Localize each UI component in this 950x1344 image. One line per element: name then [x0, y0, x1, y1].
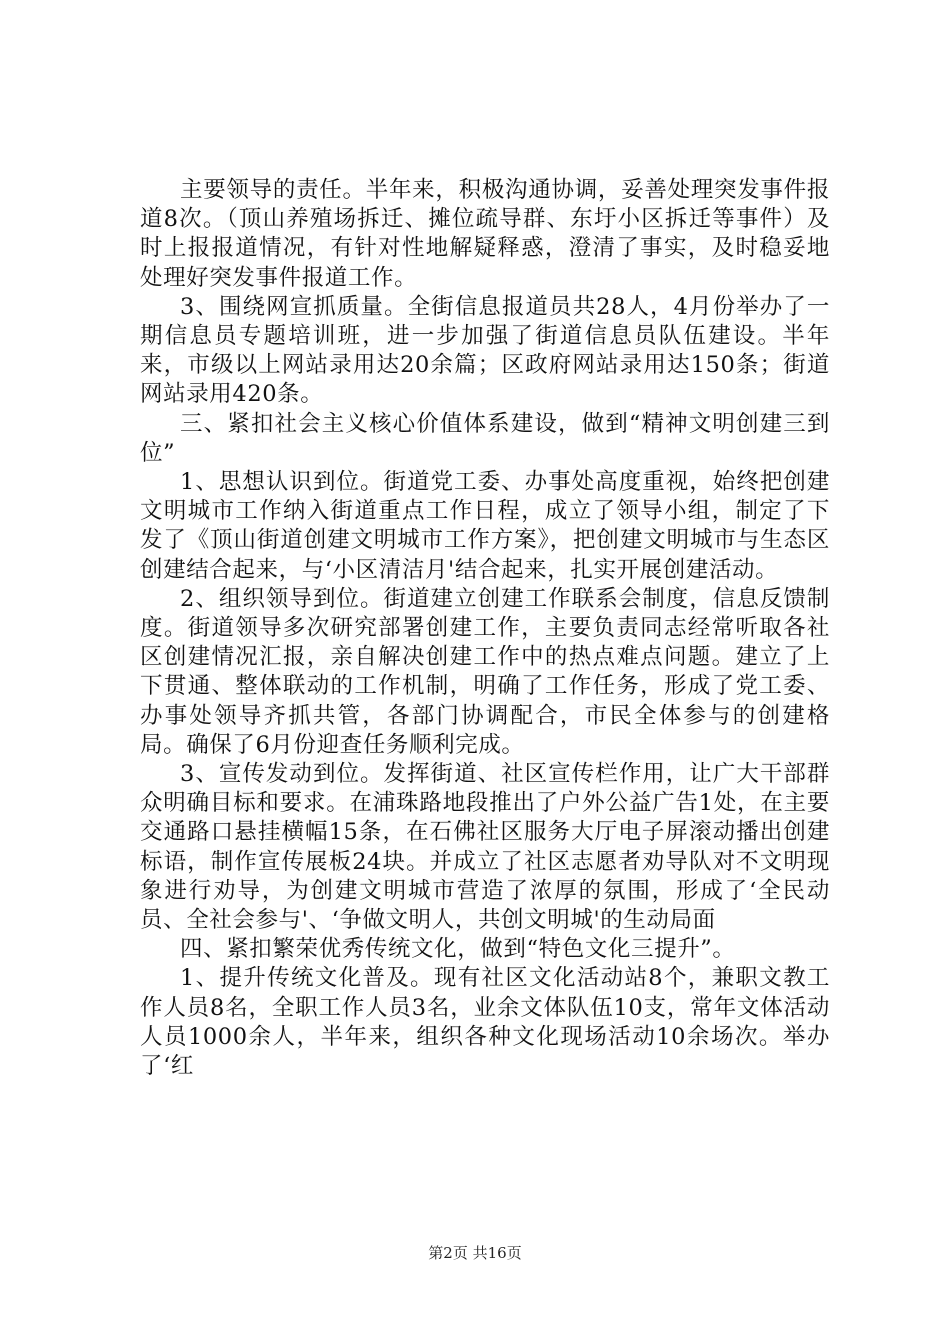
document-body	[140, 176, 830, 1081]
paragraph-4: 1、思想认识到位。街道党工委、办事处高度重视，始终把创建文明城市工作纳入街道重点工作日程，成立了领导小组，制定了下发了《顶山街道创建文明城市工作方案》，把创建文明城市与生态区创建结合起来，与‘小区清洁月'结合起来，扎实开展创建活动。	[140, 469, 830, 583]
section-heading-4: 四、紧扣繁荣优秀传统文化，做到“特色文化三提升”。	[180, 936, 736, 963]
section-heading-3: 三、紧扣社会主义核心价值体系建设，做到“精神文明创建三到位”	[140, 410, 830, 466]
paragraph-8: 1、提升传统文化普及。现有社区文化活动站8个，兼职文教工作人员8名，全职工作人员3名，业余文体队伍10支，常年文体活动人员1000余人，半年来，组织各种文化现场活动10余场次。举办了‘红	[140, 965, 830, 1080]
paragraph-6: 3、宣传发动到位。发挥街道、社区宣传栏作用，让广大干部群众明确目标和要求。在浦珠路地段推出了户外公益广告1处，在主要交通路口悬挂横幅15条，在石佛社区服务大厅电子屏滚动播出创建标语，制作宣传展板24块。并成立了社区志愿者劝导队对不文明现象进行劝导，为创建文明城市营造了浓厚的氛围，形成了‘全民动员、全社会参与'、‘争做文明人，共创文明城'的生动局面	[140, 761, 830, 934]
paragraph-1: 主要领导的责任。半年来，积极沟通协调，妥善处理突发事件报道8次。（顶山养殖场拆迁、摊位疏导群、东圩小区拆迁等事件）及时上报报道情况，有针对性地解疑释惑，澄清了事实，及时稳妥地处理好突发事件报道工作。	[140, 177, 830, 291]
paragraph-5: 2、组织领导到位。街道建立创建工作联系会制度，信息反馈制度。街道领导多次研究部署创建工作，主要负责同志经常听取各社区创建情况汇报，亲自解决创建工作中的热点难点问题。建立了上下贯通、整体联动的工作机制，明确了工作任务，形成了党工委、办事处领导齐抓共管，各部门协调配合，市民全体参与的创建格局。确保了6月份迎查任务顺利完成。	[140, 585, 830, 758]
paragraph-2: 3、围绕网宣抓质量。全街信息报道员共28人，4月份举办了一期信息员专题培训班，进一步加强了街道信息员队伍建设。半年来，市级以上网站录用达20余篇；区政府网站录用达150条；街道网站录用420条。	[140, 293, 830, 408]
page-footer: 第2页 共16页	[428, 1244, 522, 1262]
